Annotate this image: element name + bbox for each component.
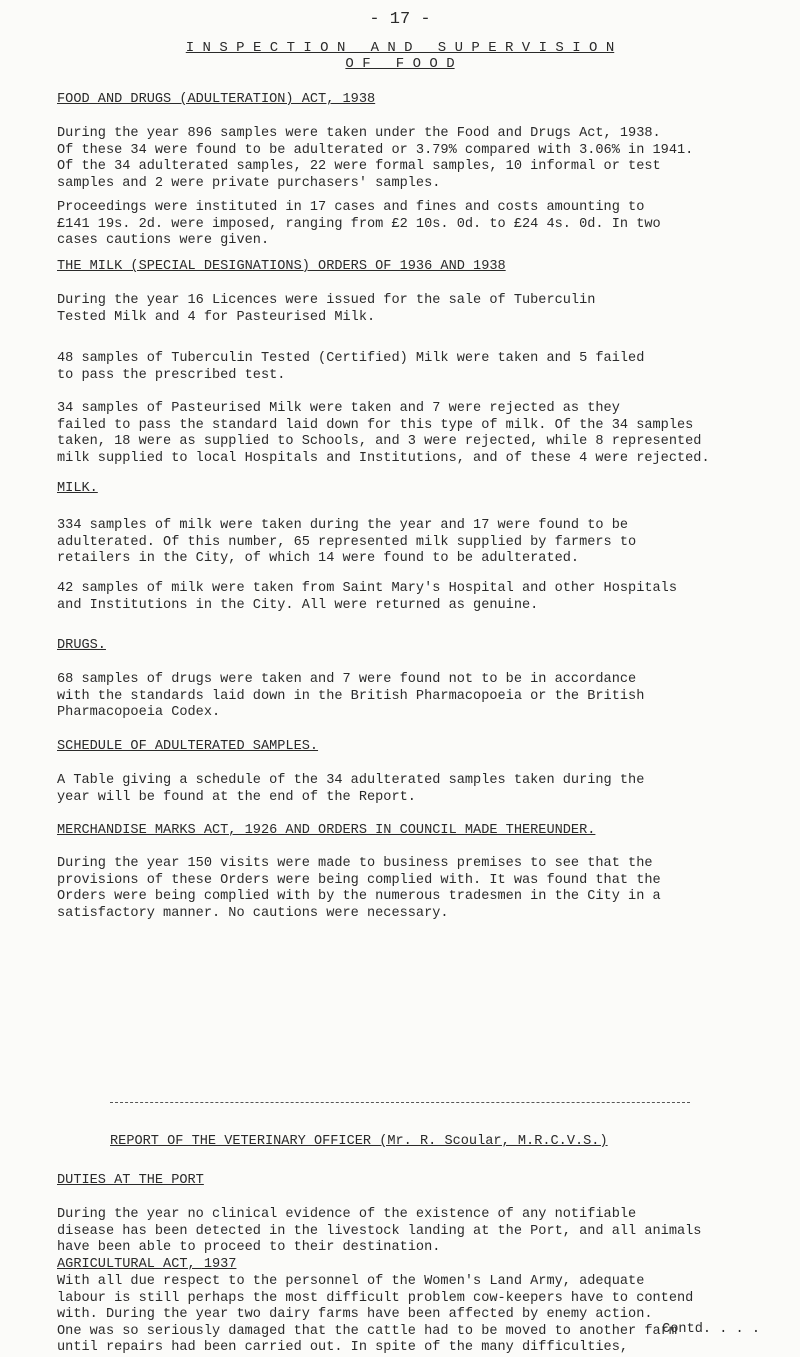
- paragraph-milk-licences: During the year 16 Licences were issued for the sale of Tuberculin Tested Milk and 4 for Pasteurised Milk.: [57, 293, 596, 325]
- heading-merchandise-marks: MERCHANDISE MARKS ACT, 1926 AND ORDERS IN COUNCIL MADE THEREUNDER.: [57, 823, 596, 838]
- page-title: I N S P E C T I O N A N D S U P E R V I S I O N: [185, 40, 615, 56]
- paragraph-agricultural-act: With all due respect to the personnel of the Women's Land Army, adequate labour is still perhaps the most difficult problem cow-keepers have to contend with. During the year two dairy farms have been affected by enemy action. One was so seriously damaged that the cattle had to be moved to another farm until repairs had been carried out. In spite of the many difficulties,: [57, 1274, 694, 1355]
- paragraph-port-duties: During the year no clinical evidence of the existence of any notifiable disease has been detected in the livestock landing at the Port, and all animals have been able to proceed to their destination.: [57, 1207, 702, 1255]
- page-subtitle: O F F O O D: [345, 56, 455, 72]
- heading-food-drugs-act: FOOD AND DRUGS (ADULTERATION) ACT, 1938: [57, 92, 376, 107]
- paragraph-food-drugs-samples: During the year 896 samples were taken under the Food and Drugs Act, 1938. Of these 34 were found to be adulterated or 3.79% compared with 3.06% in 1941. Of the 34 adulterated samples, 22 were formal samples, 10 informal or test samples and 2 were private purchasers' samples.: [57, 126, 694, 191]
- heading-port-duties: DUTIES AT THE PORT: [57, 1173, 204, 1188]
- paragraph-milk-samples: 334 samples of milk were taken during the year and 17 were found to be adulterated. Of this number, 65 represented milk supplied by farmers to retailers in the City, of which 14 were found to be adulterated.: [57, 518, 637, 566]
- paragraph-food-drugs-proceedings: Proceedings were instituted in 17 cases and fines and costs amounting to £141 19s. 2d. were imposed, ranging from £2 10s. 0d. to £24 4s. 0d. In two cases cautions were given.: [57, 200, 661, 248]
- heading-milk-orders: THE MILK (SPECIAL DESIGNATIONS) ORDERS OF 1936 AND 1938: [57, 259, 506, 274]
- paragraph-drugs: 68 samples of drugs were taken and 7 were found not to be in accordance with the standards laid down in the British Pharmacopoeia or the British Pharmacopoeia Codex.: [57, 672, 645, 720]
- section-divider: [110, 1102, 690, 1103]
- heading-veterinary-report: REPORT OF THE VETERINARY OFFICER (Mr. R. Scoular, M.R.C.V.S.): [110, 1134, 608, 1149]
- heading-milk: MILK.: [57, 481, 98, 496]
- paragraph-tuberculin-samples: 48 samples of Tuberculin Tested (Certified) Milk were taken and 5 failed to pass the prescribed test.: [57, 351, 645, 383]
- heading-schedule: SCHEDULE OF ADULTERATED SAMPLES.: [57, 739, 319, 754]
- page-number: - 17 -: [369, 10, 431, 29]
- paragraph-pasteurised-samples: 34 samples of Pasteurised Milk were taken and 7 were rejected as they failed to pass the standard laid down for this type of milk. Of the 34 samples taken, 18 were as supplied to Schools, and 3 were rejected, while 8 represented milk supplied to local Hospitals and Institutions, and of these 4 were rejected.: [57, 401, 710, 466]
- paragraph-merchandise-marks: During the year 150 visits were made to business premises to see that the provisions of these Orders were being complied with. It was found that the Orders were being complied with by the numerous tradesmen in the City in a satisfactory manner. No cautions were necessary.: [57, 856, 661, 921]
- paragraph-hospital-milk: 42 samples of milk were taken from Saint Mary's Hospital and other Hospitals and Institutions in the City. All were returned as genuine.: [57, 581, 677, 613]
- paragraph-schedule: A Table giving a schedule of the 34 adulterated samples taken during the year will be found at the end of the Report.: [57, 773, 645, 805]
- continued-note: Contd. . . .: [662, 1322, 760, 1337]
- heading-drugs: DRUGS.: [57, 638, 106, 653]
- heading-agricultural-act: AGRICULTURAL ACT, 1937: [57, 1257, 237, 1272]
